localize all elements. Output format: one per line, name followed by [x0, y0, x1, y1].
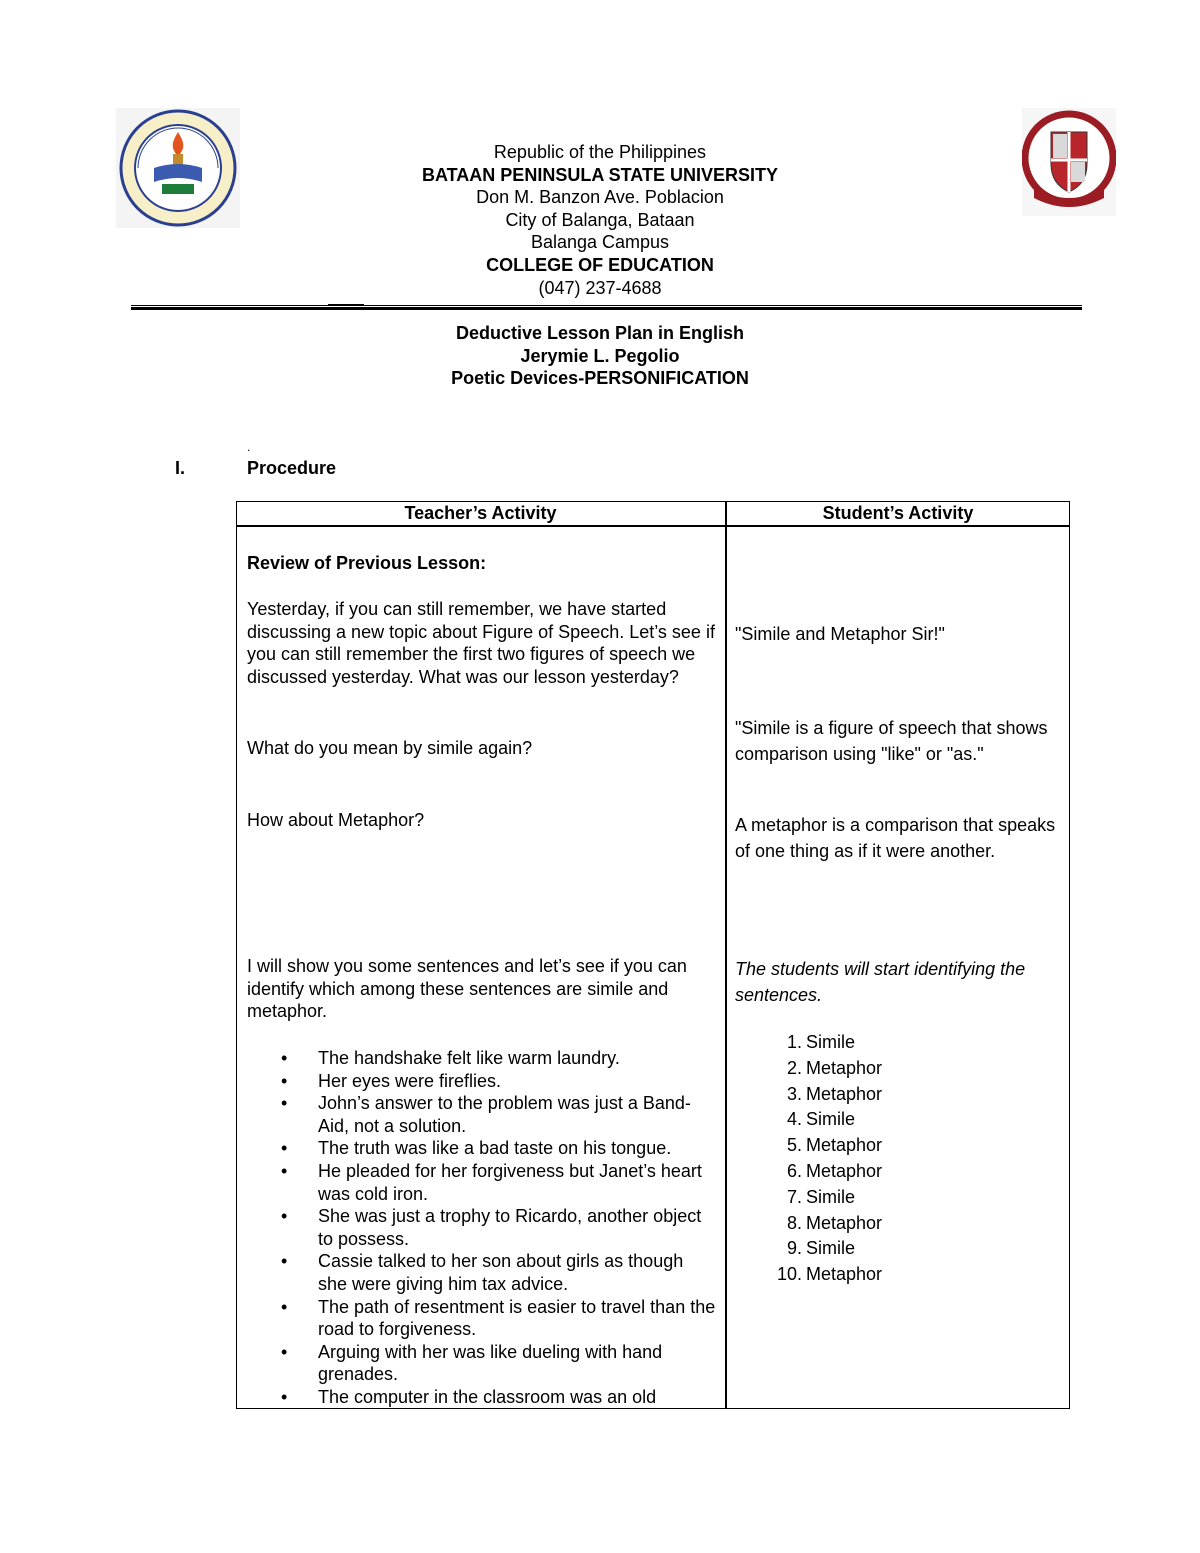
list-item: • Her eyes were fireflies.	[281, 1070, 502, 1091]
list-item: • Arguing with her was like dueling with hand grenades.	[281, 1341, 663, 1385]
address-line-2: City of Balanga, Bataan	[505, 209, 695, 230]
stray-dot: .	[247, 440, 251, 454]
header-divider	[131, 307, 1082, 310]
list-item: • The computer in the classroom was an old	[281, 1386, 657, 1407]
student-activity-header: Student’s Activity	[822, 503, 974, 523]
list-item: 3. Metaphor	[786, 1083, 883, 1104]
list-item: 10. Metaphor	[776, 1264, 883, 1285]
lesson-plan-titles	[300, 322, 900, 390]
address-line-1: Don M. Banzon Ave. Poblacion	[476, 187, 724, 208]
table-header-divider	[236, 525, 1070, 527]
phone-number: (047) 237-4688	[538, 277, 662, 298]
bullet-icon: •	[281, 1341, 288, 1362]
list-item: 5. Metaphor	[786, 1135, 883, 1156]
bullet-icon: •	[281, 1386, 288, 1407]
bullet-icon: •	[281, 1160, 288, 1181]
sentence-list	[247, 1047, 717, 1409]
list-item: 6. Metaphor	[786, 1160, 883, 1181]
bullet-icon: •	[281, 1206, 288, 1227]
lesson-plan-title: Deductive Lesson Plan in English	[455, 323, 745, 343]
campus-line: Balanga Campus	[530, 232, 670, 253]
lesson-topic: Poetic Devices-PERSONIFICATION	[451, 368, 749, 389]
author-name: Jerymie L. Pegolio	[520, 345, 680, 366]
teacher-yesterday-question: Yesterday, if you can still remember, we have started discussing a new topic about Figure of Speech. Let’s see if you can still remember the first two figures of speech we discussed yesterday. What was our lesson yesterday?	[247, 599, 715, 687]
bataan-peninsula-state-university-logo	[1022, 108, 1116, 216]
list-item: 1. Simile	[786, 1032, 856, 1052]
table-column-divider	[725, 501, 727, 1409]
bullet-icon: •	[281, 1138, 288, 1159]
list-item: • Cassie talked to her son about girls as though she were giving him tax advice.	[281, 1251, 684, 1294]
header-divider-thin	[131, 305, 1082, 306]
list-item: • She was just a trophy to Ricardo, another object to possess.	[281, 1206, 702, 1249]
teacher-metaphor-question: How about Metaphor?	[247, 810, 425, 830]
section-title: Procedure	[247, 458, 337, 478]
bullet-icon: •	[281, 1070, 288, 1091]
bataan-national-high-school-logo	[116, 108, 240, 228]
header-divider-accent	[328, 304, 364, 306]
bullet-icon: •	[281, 1251, 288, 1272]
student-answer-figures: "Simile and Metaphor Sir!"	[735, 624, 945, 644]
student-metaphor-definition: A metaphor is a comparison that speaks of one thing as if it were another.	[735, 815, 1056, 861]
college-name: COLLEGE OF EDUCATION	[486, 254, 714, 275]
list-item: • The path of resentment is easier to travel than the road to forgiveness.	[281, 1296, 716, 1340]
bullet-icon: •	[281, 1093, 288, 1114]
teacher-show-sentences: I will show you some sentences and let’s see if you can identify which among these sentences are simile and metaphor.	[247, 956, 687, 1022]
republic-line: Republic of the Philippines	[493, 142, 707, 162]
answer-list	[735, 1030, 1055, 1288]
student-identify-note: The students will start identifying the sentences.	[735, 959, 1026, 1005]
list-item: 4. Simile	[786, 1109, 856, 1130]
list-item: • John’s answer to the problem was just a Band-Aid, not a solution.	[281, 1093, 691, 1136]
list-item: 2. Metaphor	[786, 1057, 883, 1078]
teacher-activity-header: Teacher’s Activity	[404, 503, 557, 523]
review-heading: Review of Previous Lesson:	[247, 553, 487, 573]
list-item: 9. Simile	[786, 1238, 856, 1259]
bullet-icon: •	[281, 1296, 288, 1317]
student-simile-definition: "Simile is a figure of speech that shows comparison using "like" or "as."	[735, 718, 1048, 764]
list-item: 8. Metaphor	[786, 1212, 883, 1233]
section-number: I.	[175, 458, 186, 478]
list-item: • The handshake felt like warm laundry.	[281, 1048, 620, 1068]
university-name: BATAAN PENINSULA STATE UNIVERSITY	[421, 164, 778, 185]
bullet-icon: •	[281, 1048, 288, 1068]
letterhead	[300, 141, 900, 299]
list-item: 7. Simile	[786, 1186, 856, 1207]
list-item: • He pleaded for her forgiveness but Janet’s heart was cold iron.	[281, 1160, 702, 1204]
list-item: • The truth was like a bad taste on his tongue.	[281, 1138, 672, 1159]
teacher-simile-question: What do you mean by simile again?	[247, 738, 533, 758]
